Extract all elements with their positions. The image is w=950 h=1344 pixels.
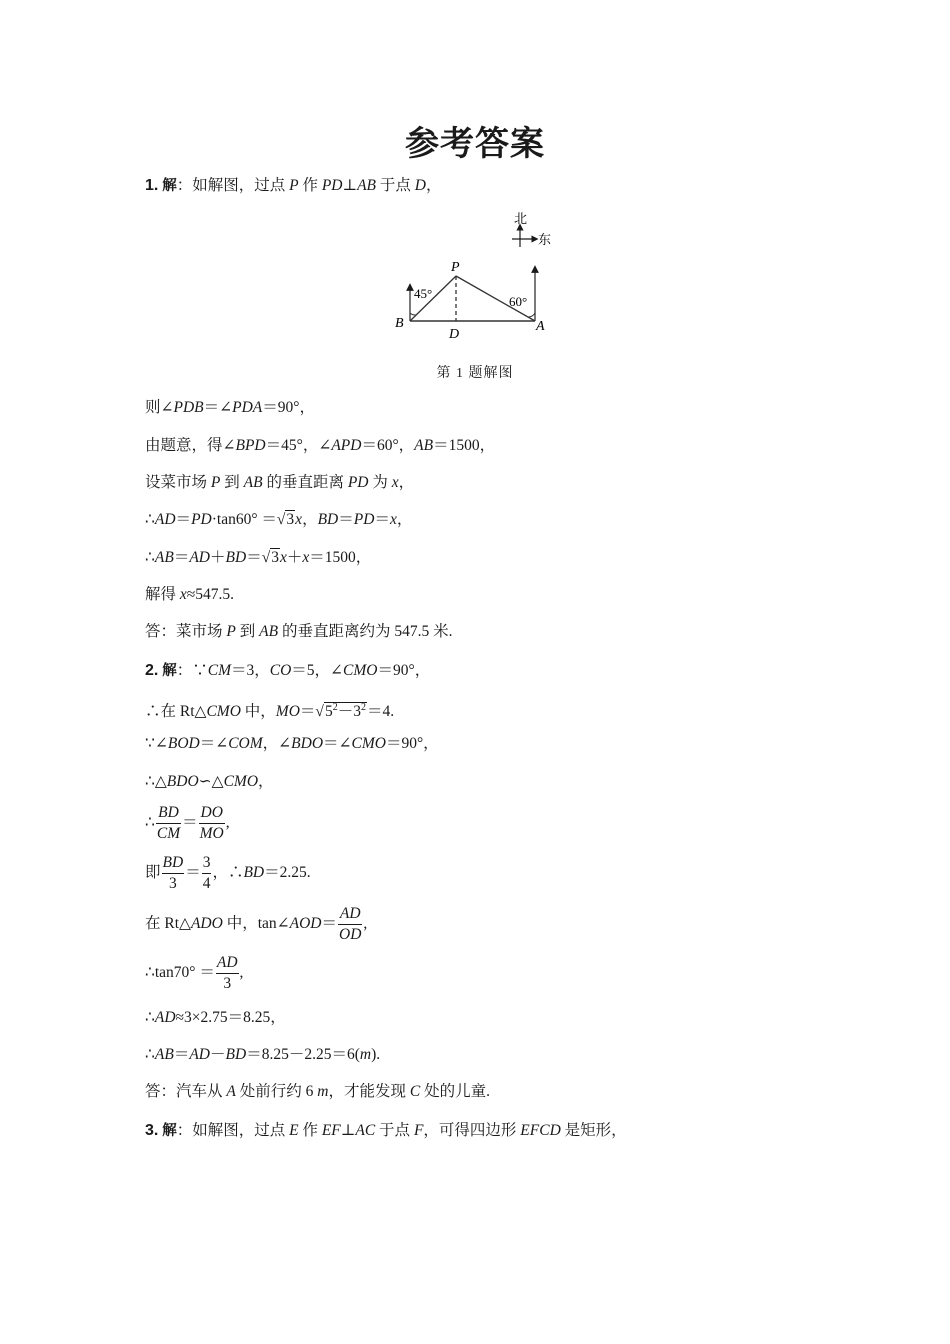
q2-line-9: ∴AB＝AD－BD＝8.25－2.25＝6(m). — [145, 1046, 381, 1063]
q1-number: 1. — [145, 177, 159, 194]
q1-figure — [390, 205, 570, 355]
svg-text:东: 东 — [538, 233, 552, 248]
compass-icon — [512, 212, 551, 248]
q2-intro: 2. 解：∵CM＝3，CO＝5，∠CMO＝90°， — [145, 662, 431, 679]
q1-label: 解 — [162, 178, 177, 194]
q2-number: 2. — [145, 662, 159, 679]
q1-answer: 答：菜市场 P 到 AB 的垂直距离约为 547.5 米. — [145, 623, 453, 640]
q3-label: 解 — [162, 1123, 177, 1139]
q1-line-6: 解得 x≈547.5. — [145, 586, 235, 603]
q3-number: 3. — [145, 1122, 159, 1139]
svg-text:60°: 60° — [509, 294, 528, 309]
triangle-diagram — [390, 205, 570, 355]
svg-text:B: B — [395, 316, 404, 331]
figure-caption: 第 1 题解图 — [436, 366, 514, 381]
q1-line-2: 由题意，得∠BPD＝45°，∠APD＝60°，AB＝1500， — [145, 437, 496, 454]
q2-line-8: ∴AD≈3×2.75＝8.25， — [145, 1009, 286, 1026]
q2-line-2: ∵∠BOD＝∠COM，∠BDO＝∠CMO＝90°， — [145, 735, 439, 752]
svg-text:A: A — [536, 319, 545, 334]
svg-text:D: D — [449, 327, 460, 342]
q2-line-5: 即 $\frac{BD}{3}$ ＝ $\frac{3}{4}$ ，∴BD＝2.25. — [145, 854, 311, 892]
svg-text:北: 北 — [514, 212, 528, 227]
page-title: 参考答案 — [405, 124, 545, 164]
q2-line-3: ∴△BDO∽△CMO， — [145, 773, 274, 790]
svg-text:P: P — [451, 260, 460, 275]
q2-line-4: ∴ $\frac{BD}{CM}$ ＝ $\frac{DO}{MO}$ , — [145, 804, 230, 842]
q2-line-6: 在 Rt△ADO 中，tan∠AOD＝ $\frac{AD}{OD}$ , — [145, 905, 368, 943]
q1-line-5: ∴AB＝AD＋BD＝√3x＋x＝1500， — [145, 549, 372, 566]
q2-answer: 答：汽车从 A 处前行约 6 m，才能发现 C 处的儿童. — [145, 1083, 490, 1100]
svg-text:45°: 45° — [414, 286, 433, 301]
q3-intro: 3. 解：如解图，过点 E 作 EF⊥AC 于点 F，可得四边形 EFCD 是矩形， — [145, 1122, 627, 1139]
q1-line-3: 设菜市场 P 到 AB 的垂直距离 PD 为 x， — [145, 474, 415, 491]
q2-label: 解 — [162, 663, 177, 679]
q1-line-1: 则∠PDB＝∠PDA＝90°， — [145, 399, 315, 416]
q2-line-7: ∴tan70° ＝ $\frac{AD}{3}$ , — [145, 954, 244, 992]
q1-line-4: ∴AD＝PD·tan60° ＝√3x，BD＝PD＝x， — [145, 511, 413, 528]
q1-intro: 1. 解：如解图，过点 P 作 PD⊥AB 于点 D， — [145, 177, 442, 194]
q2-line-1: ∴在 Rt△CMO 中，$MO=√5^2-3^2=4$. — [145, 702, 395, 721]
